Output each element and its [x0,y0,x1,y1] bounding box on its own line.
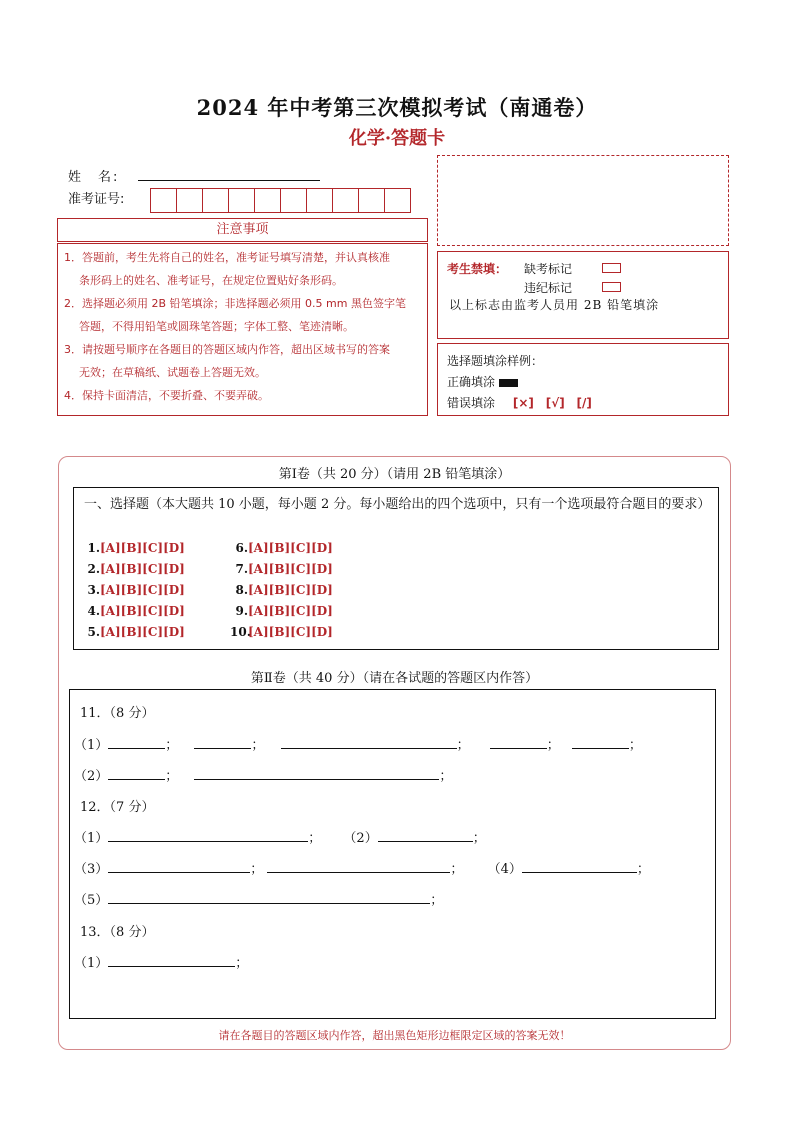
mc-question-number: 9. [235,604,248,618]
mc-question-row[interactable] [230,604,333,618]
part2-title: 第Ⅱ卷（共 40 分）（请在各试题的答题区内作答） [250,671,539,686]
id-digit-box[interactable] [150,188,177,213]
absent-label: 缺考标记 [524,262,573,276]
mc-options[interactable]: [A][B][C][D] [248,604,333,618]
mc-question-number: 3. [87,583,100,597]
mc-question-number: 2. [87,562,100,576]
forbid-note: 以上标志由监考人员用 2B 铅笔填涂 [449,298,660,312]
mc-question-number: 7. [235,562,248,576]
id-digit-box[interactable] [384,188,411,213]
mc-options[interactable]: [A][B][C][D] [100,541,185,555]
mc-question-row[interactable] [82,583,185,597]
correct-fill-label: 正确填涂 [447,375,496,389]
mc-options[interactable]: [A][B][C][D] [100,625,185,639]
answer-section [58,456,731,1050]
notice-item: 4．保持卡面清洁，不要折叠、不要弄破。 [64,389,269,402]
forbid-label: 考生禁填： [447,262,508,276]
mc-options[interactable]: [A][B][C][D] [100,583,185,597]
mc-question-number: 5. [87,625,100,639]
wrong-example: [×] [512,396,534,410]
mc-question-row[interactable] [82,562,185,576]
notice-title: 注意事项 [57,218,428,242]
id-number-boxes[interactable] [151,188,411,212]
q12-line-3[interactable]: （5） ； [74,893,444,908]
page-subtitle: 化学·答题卡 [348,128,446,149]
notice-item: 2．选择题必须用 2B 铅笔填涂；非选择题必须用 0.5 mm 黑色签字笔 [64,297,406,310]
q11-line-2[interactable]: （2） ； ； [74,769,453,784]
mc-options[interactable]: [A][B][C][D] [248,562,333,576]
question-12-title: 12．（7 分） [80,800,155,815]
sample-title: 选择题填涂样例： [447,354,544,368]
mc-question-number: 10. [230,625,251,639]
mc-question-row[interactable] [82,541,185,555]
part1-title: 第Ⅰ卷（共 20 分）（请用 2B 铅笔填涂） [278,467,511,482]
mc-question-row[interactable] [230,541,333,555]
mc-question-row[interactable] [82,604,185,618]
wrong-example: [√] [545,396,565,410]
notice-item: 3．请按题号顺序在各题目的答题区域内作答，超出区域书写的答案 [64,343,390,356]
mc-options[interactable]: [A][B][C][D] [248,541,333,555]
notice-item: 条形码上的姓名、准考证号，在规定位置贴好条形码。 [79,274,343,287]
q13-line-1[interactable]: （1） ； [74,956,249,971]
notice-body [57,243,428,416]
violation-label: 违纪标记 [524,281,573,295]
id-digit-box[interactable] [202,188,229,213]
forbid-box [437,251,729,339]
mc-question-number: 6. [235,541,248,555]
id-digit-box[interactable] [280,188,307,213]
notice-item: 1．答题前，考生先将自己的姓名，准考证号填写清楚，并认真核准 [64,251,390,264]
footer-note: 请在各题目的答题区域内作答，超出黑色矩形边框限定区域的答案无效！ [218,1029,571,1042]
q11-line-1[interactable]: （1） ； ； ； ； ； [74,738,642,753]
q12-line-2[interactable]: （3） ； ； （4） ； [74,862,650,877]
mc-question-row[interactable] [82,625,185,639]
name-field[interactable] [138,180,320,181]
notice-item: 答题，不得用铅笔或圆珠笔答题；字体工整、笔迹清晰。 [79,320,354,333]
mc-question-row[interactable] [230,562,333,576]
mc-options[interactable]: [A][B][C][D] [100,562,185,576]
mc-question-number: 4. [87,604,100,618]
id-digit-box[interactable] [254,188,281,213]
id-digit-box[interactable] [332,188,359,213]
mc-question-row[interactable] [230,625,333,639]
mc-question-number: 1. [87,541,100,555]
mc-options[interactable]: [A][B][C][D] [100,604,185,618]
violation-mark-box[interactable] [602,282,621,292]
barcode-area [437,155,729,246]
page-title: 2024 年中考第三次模拟考试（南通卷） [196,95,598,120]
wrong-example: [/] [576,396,592,410]
mc-options[interactable]: [A][B][C][D] [248,625,333,639]
id-digit-box[interactable] [176,188,203,213]
fill-sample-box [437,343,729,416]
id-digit-box[interactable] [358,188,385,213]
mc-options[interactable]: [A][B][C][D] [248,583,333,597]
mc-question-number: 8. [235,583,248,597]
q12-line-1[interactable]: （1） ； （2） ； [74,831,486,846]
filled-mark-example [499,379,518,387]
free-answer-box [69,689,716,1019]
question-13-title: 13．（8 分） [80,925,155,940]
name-label: 姓 名: [68,170,120,185]
absent-mark-box[interactable] [602,263,621,273]
notice-item: 无效；在草稿纸、试题卷上答题无效。 [79,366,266,379]
mc-question-row[interactable] [230,583,333,597]
question-11-title: 11．（8 分） [80,706,155,721]
mc-instruction: 一、选择题（本大题共 10 小题，每小题 2 分。每小题给出的四个选项中，只有一个选项最符合题目的要求） [84,497,711,512]
id-digit-box[interactable] [228,188,255,213]
wrong-fill-label: 错误填涂 [447,396,496,410]
multiple-choice-box [73,487,719,650]
id-digit-box[interactable] [306,188,333,213]
id-label: 准考证号: [68,192,125,207]
